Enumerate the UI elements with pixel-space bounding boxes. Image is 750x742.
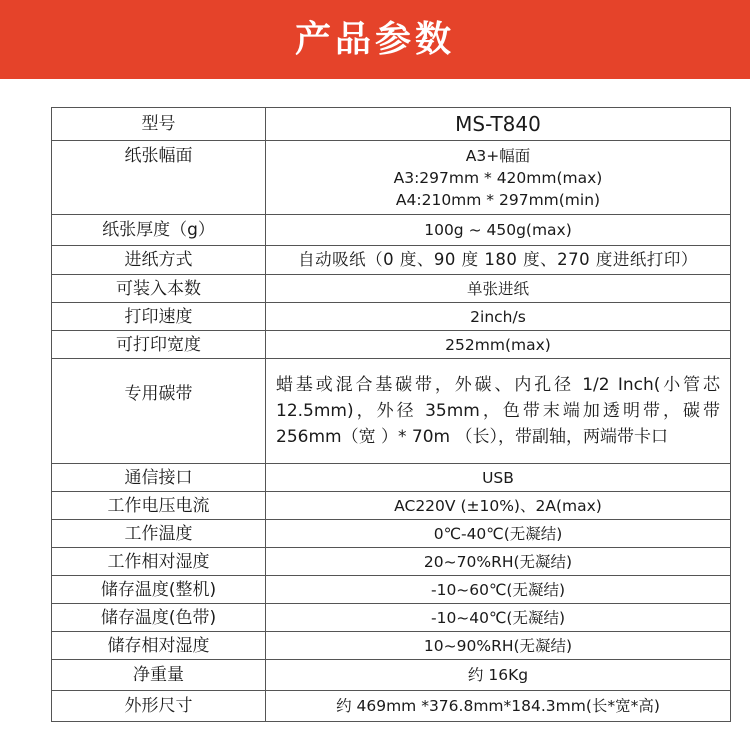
spec-label: 纸张厚度（g）: [52, 215, 266, 246]
spec-row-ribbon: [52, 359, 731, 464]
spec-value-line: A3+幅面: [465, 146, 531, 165]
spec-row-operating-temp: [52, 520, 731, 548]
spec-value: 约 469mm *376.8mm*184.3mm(长*宽*高): [266, 691, 731, 722]
spec-row-storage-temp-unit: [52, 576, 731, 604]
spec-value: 单张进纸: [266, 275, 731, 303]
spec-row-feed-mode: [52, 246, 731, 275]
spec-value: 10~90%RH(无凝结): [266, 632, 731, 660]
spec-label: 储存温度(整机): [52, 576, 266, 604]
spec-value: 0℃-40℃(无凝结): [266, 520, 731, 548]
spec-label: 专用碳带: [52, 359, 266, 464]
spec-row-capacity: [52, 275, 731, 303]
spec-label: 外形尺寸: [52, 691, 266, 722]
spec-row-storage-humidity: [52, 632, 731, 660]
spec-row-print-width: [52, 331, 731, 359]
spec-value: [266, 141, 731, 215]
spec-row-print-speed: [52, 303, 731, 331]
spec-label: 储存温度(色带): [52, 604, 266, 632]
spec-label: 工作电压电流: [52, 492, 266, 520]
spec-value: 2inch/s: [266, 303, 731, 331]
spec-value: MS-T840: [266, 108, 731, 141]
spec-row-interface: [52, 464, 731, 492]
spec-value: 约 16Kg: [266, 660, 731, 691]
spec-row-storage-temp-ribbon: [52, 604, 731, 632]
spec-label: 纸张幅面: [52, 141, 266, 215]
spec-value: USB: [266, 464, 731, 492]
spec-row-power: [52, 492, 731, 520]
spec-value-line: A3:297mm * 420mm(max): [393, 168, 603, 187]
spec-label: 工作温度: [52, 520, 266, 548]
spec-row-paper-thickness: [52, 215, 731, 246]
spec-label: 打印速度: [52, 303, 266, 331]
spec-value: 252mm(max): [266, 331, 731, 359]
spec-label: 工作相对湿度: [52, 548, 266, 576]
spec-value: -10~60℃(无凝结): [266, 576, 731, 604]
header-banner: [0, 0, 750, 79]
spec-row-dimensions: [52, 691, 731, 722]
spec-value: 20~70%RH(无凝结): [266, 548, 731, 576]
spec-label: 通信接口: [52, 464, 266, 492]
spec-value: 蜡基或混合基碳带，外碳、内孔径 1/2 Inch(小管芯 12.5mm)，外径 35mm，色带末端加透明带，碳带 256mm（宽 ）* 70m （长），带副轴，两端带卡口: [266, 359, 731, 464]
spec-row-model: [52, 108, 731, 141]
spec-label: 可装入本数: [52, 275, 266, 303]
spec-value-line: A4:210mm * 297mm(min): [395, 190, 601, 209]
spec-value: AC220V (±10%)、2A(max): [266, 492, 731, 520]
spec-label: 进纸方式: [52, 246, 266, 275]
spec-table: [51, 107, 731, 722]
spec-value: 100g ~ 450g(max): [266, 215, 731, 246]
page-title: 产品参数: [294, 18, 455, 60]
spec-row-operating-humidity: [52, 548, 731, 576]
spec-label: 可打印宽度: [52, 331, 266, 359]
spec-row-paper-size: [52, 141, 731, 215]
spec-value: -10~40℃(无凝结): [266, 604, 731, 632]
spec-label: 储存相对湿度: [52, 632, 266, 660]
spec-row-net-weight: [52, 660, 731, 691]
spec-label: 型号: [52, 108, 266, 141]
spec-value: 自动吸纸（0 度、90 度 180 度、270 度进纸打印）: [266, 246, 731, 275]
spec-label: 净重量: [52, 660, 266, 691]
